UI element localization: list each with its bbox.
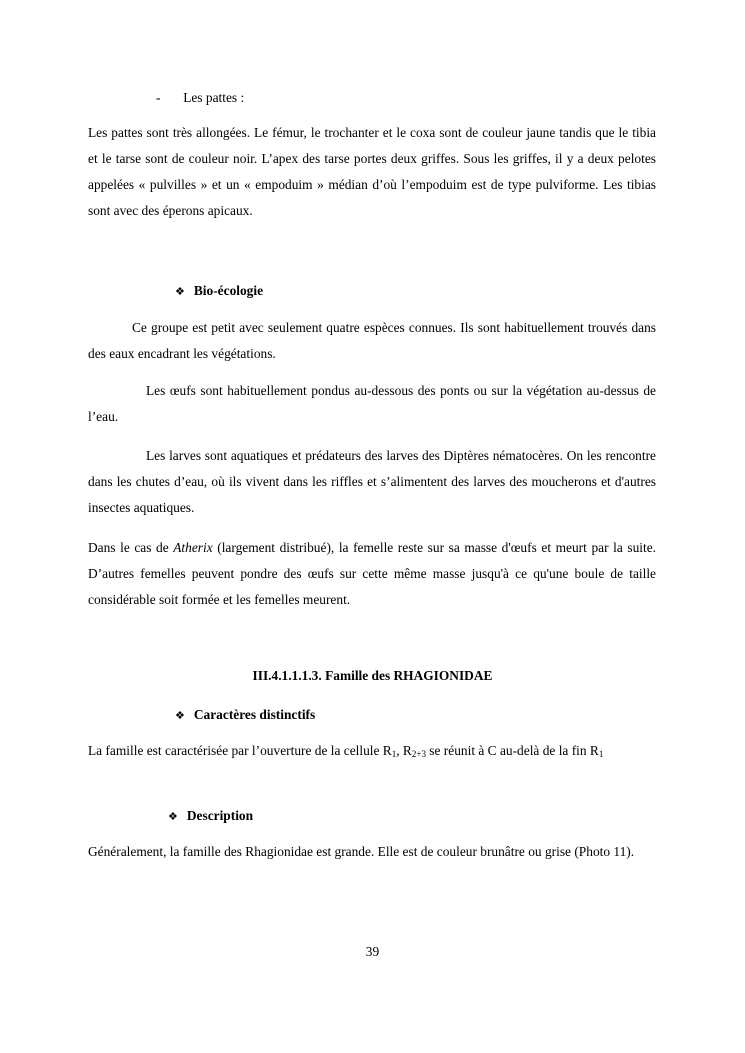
bio-paragraph-4 (88, 535, 656, 613)
bio-paragraph-3: Les larves sont aquatiques et prédateurs des larves des Diptères nématocères. On les rencontre dans les chutes d’eau, où ils vivent dans les riffles et s’alimentent des larves des moucherons et d'autres insectes aquatiques. (88, 448, 656, 515)
diamond-bullet-icon: ❖ (175, 286, 185, 298)
description-heading-line (168, 806, 253, 827)
subscript-3: 1 (598, 749, 604, 759)
description-heading: Description (186, 808, 254, 823)
caracteres-text-2: , R (396, 743, 412, 758)
subscript-1: 1 (391, 749, 397, 759)
bio-ecologie-heading: Bio-écologie (193, 283, 264, 298)
caracteres-text-1: La famille est caractérisée par l’ouverture de la cellule R (88, 743, 392, 758)
bio-ecologie-heading-line (175, 281, 263, 302)
subscript-2: 2+3 (411, 749, 426, 759)
pattes-heading: Les pattes : (183, 90, 245, 105)
bio-p4-before: Dans le cas de (88, 540, 174, 555)
diamond-bullet-icon: ❖ (168, 811, 178, 823)
atherix-genus: Atherix (173, 540, 213, 555)
bio-paragraph-1: Ce groupe est petit avec seulement quatre espèces connues. Ils sont habituellement trouvés dans des eaux encadrant les végétations. (88, 320, 656, 361)
bio-p4-after: (largement distribué), la femelle reste sur sa masse d'œufs et meurt par la suite. D’autres femelles peuvent pondre des œufs sur cette même masse jusqu'à ce qu'une boule de taille considérable soit formée et les femelles meurent. (88, 540, 657, 607)
bio-paragraph-2: Les œufs sont habituellement pondus au-dessous des ponts ou sur la végétation au-dessus de l’eau. (88, 383, 656, 424)
caracteres-heading-line (175, 705, 315, 726)
famille-title: III.4.1.1.1.3. Famille des RHAGIONIDAE (252, 668, 493, 683)
diamond-bullet-icon: ❖ (175, 710, 185, 722)
caracteres-heading: Caractères distinctifs (193, 707, 316, 722)
pattes-heading-line (156, 88, 244, 108)
caracteres-text-3: se réunit à C au-delà de la fin R (425, 743, 599, 758)
page-number: 39 (365, 944, 380, 959)
caracteres-paragraph (88, 738, 656, 764)
dash-marker: - (156, 90, 161, 105)
pattes-paragraph: Les pattes sont très allongées. Le fémur, le trochanter et le coxa sont de couleur jaune tandis que le tibia et le tarse sont de couleur noir. L’apex des tarse portes deux griffes. Sous les griffes, il y a deux pelotes appelées « pulvilles » et un « empoduim » médian d’où l’empoduim est de type pulviforme. Les tibias sont avec des éperons apicaux. (88, 125, 656, 218)
description-paragraph: Généralement, la famille des Rhagionidae est grande. Elle est de couleur brunâtre ou grise (Photo 11). (88, 844, 635, 859)
